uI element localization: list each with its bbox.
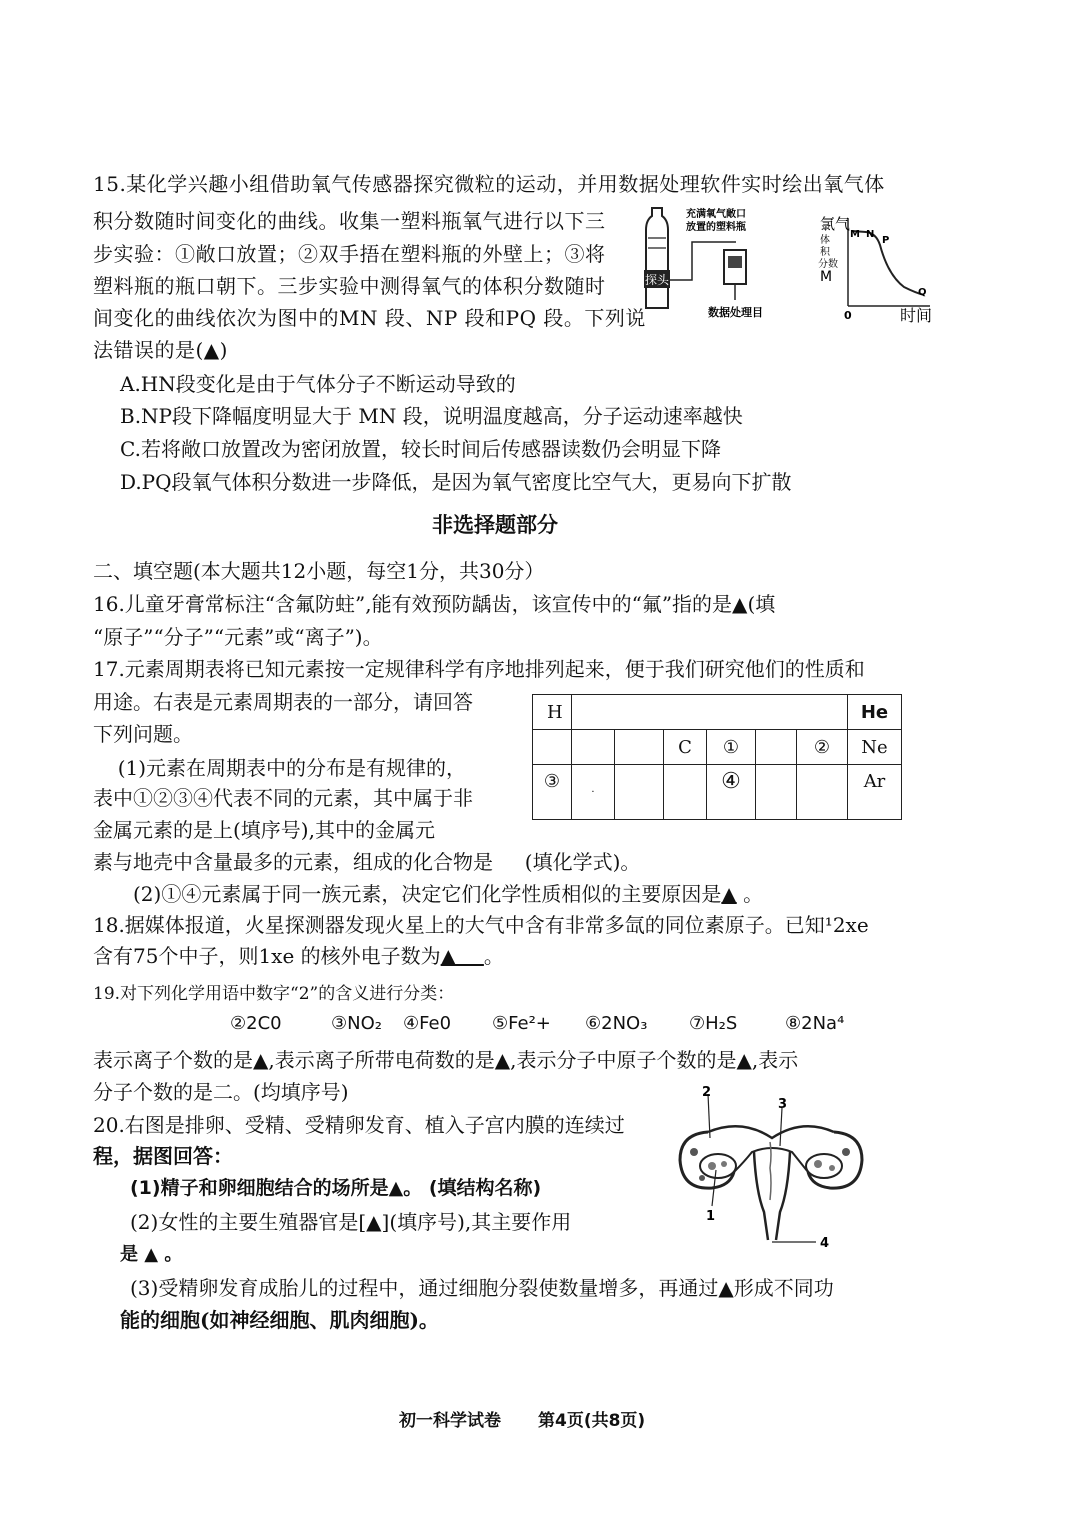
q18-line2-end: 。	[483, 944, 504, 968]
table-cell	[756, 730, 797, 765]
figure-label-4: 4	[820, 1236, 830, 1251]
graph-y-label-2: 体	[820, 235, 830, 246]
q19-item: ②2C0	[230, 1013, 282, 1034]
q18-line2-text: 含有75个中子，则1xe 的核外电子数为	[93, 944, 441, 968]
footer-page-number: 第4页(共8页)	[538, 1411, 646, 1431]
table-cell	[572, 730, 615, 765]
table-cell	[664, 765, 707, 820]
q20-line1: 20.右图是排卵、受精、受精卵发育、植入子宫内膜的连续过	[93, 1113, 625, 1137]
graph-x-label: 时间	[900, 306, 933, 325]
q15-line1: 15.某化学兴趣小组借助氧气传感器探究微粒的运动，并用数据处理软件实时绘出氧气体	[93, 172, 885, 196]
q17-line1: 17.元素周期表将已知元素按一定规律科学有序地排列起来，便于我们研究他们的性质和	[93, 657, 865, 681]
q15-line4: 塑料瓶的瓶口朝下。三步实验中测得氧气的体积分数随时	[93, 274, 606, 298]
q19-item: ⑥2NO₃	[585, 1013, 648, 1034]
table-cell: C	[664, 730, 707, 765]
q15-option-d: D.PQ段氧气体积分数进一步降低，是因为氧气密度比空气大，更易向下扩散	[120, 470, 792, 494]
table-cell: ④	[707, 765, 756, 820]
periodic-table-fragment	[532, 694, 902, 820]
graph-point-m: M	[850, 229, 860, 240]
table-cell: ·	[572, 765, 615, 820]
data-processing-label: 数据处理目	[708, 306, 763, 319]
q15-line2: 积分数随时间变化的曲线。收集一塑料瓶氧气进行以下三	[93, 209, 606, 233]
q15-option-b: B.NP段下降幅度明显大于 MN 段，说明温度越高，分子运动速率越快	[120, 404, 743, 428]
q15-option-c: C.若将敞口放置改为密闭放置，较长时间后传感器读数仍会明显下降	[120, 437, 721, 461]
table-cell	[533, 730, 572, 765]
table-cell: Ne	[848, 730, 902, 765]
bottle-label-2: 放置的塑料瓶	[686, 222, 746, 233]
table-row	[533, 765, 902, 820]
q18-line2	[93, 940, 504, 969]
table-cell	[797, 765, 848, 820]
graph-y-label-1: 氯气	[820, 215, 851, 233]
q15-line3: 步实验：①敞口放置；②双手捂在塑料瓶的外壁上；③将	[93, 242, 606, 266]
q15-option-a: A.HN段变化是由于气体分子不断运动导致的	[120, 372, 516, 396]
q17-line7: 素与地壳中含量最多的元素，组成的化合物是 (填化学式)。	[93, 850, 641, 874]
q17-line4: (1)元素在周期表中的分布是有规律的，	[105, 756, 467, 780]
q18-line2-blank: ▲	[440, 944, 484, 968]
table-cell: Ar	[848, 765, 902, 820]
graph-origin: 0	[844, 309, 852, 322]
graph-point-q: Q	[918, 287, 927, 298]
q18-line1: 18.据媒体报道，火星探测器发现火星上的大气中含有非常多氙的同位素原子。已知¹2xe	[93, 913, 869, 937]
q17-line2: 用途。右表是元素周期表的一部分，请回答	[93, 690, 473, 714]
table-row	[533, 730, 902, 765]
q15-oxygen-graph	[812, 205, 952, 325]
q17-line6: 金属元素的是上(填序号),其中的金属元	[93, 818, 435, 842]
q20-line7: 能的细胞(如神经细胞、肌肉细胞)。	[120, 1308, 439, 1332]
part2-header: 二、填空题(本大题共12小题，每空1分，共30分）	[93, 559, 545, 583]
q17-line8-text: (2)①④元素属于同一族元素，决定它们化学性质相似的主要原因是	[133, 882, 722, 906]
q19-item: ⑧2Na⁴	[785, 1013, 845, 1034]
graph-y-label-3: 积	[820, 247, 830, 258]
q16-line2: “原子”“分子”“元素”或“离子”)。	[93, 625, 383, 649]
figure-label-3: 3	[778, 1097, 788, 1112]
table-cell	[615, 765, 664, 820]
table-cell: ①	[707, 730, 756, 765]
figure-label-1: 1	[706, 1209, 716, 1224]
q19-item: ⑦H₂S	[689, 1013, 738, 1034]
table-cell: He	[848, 695, 902, 730]
q20-line2: 程，据图回答：	[93, 1144, 233, 1168]
graph-y-label-4: 分数	[818, 259, 838, 270]
q20-line6: (3)受精卵发育成胎儿的过程中，通过细胞分裂使数量增多，再通过▲形成不同功	[130, 1276, 834, 1300]
q17-line8	[133, 878, 763, 907]
q19-item: ④Fe0	[403, 1013, 452, 1034]
q17-line5: 表中①②③④代表不同的元素，其中属于非	[93, 786, 473, 810]
section-title: 非选择题部分	[432, 513, 558, 537]
table-cell: ②	[797, 730, 848, 765]
q19-line1: 19.对下列化学用语中数字“2”的含义进行分类：	[93, 984, 455, 1004]
bottle-label-1: 充满氧气敞口	[686, 209, 746, 220]
q20-line4: (2)女性的主要生殖器官是[▲](填序号),其主要作用	[130, 1210, 572, 1234]
q17-line8-end: 。	[736, 882, 764, 906]
q17-line8-blank: ▲	[721, 882, 737, 906]
q20-reproductive-system-figure	[672, 1082, 870, 1254]
q19-item: ③NO₂	[331, 1013, 382, 1034]
q15-line5: 间变化的曲线依次为图中的MN 段、NP 段和PQ 段。下列说	[93, 306, 646, 330]
footer-exam-title: 初一科学试卷	[399, 1411, 501, 1431]
table-cell-empty	[572, 695, 848, 730]
graph-y-unit: M	[820, 269, 833, 285]
q15-apparatus-figure	[640, 198, 790, 328]
probe-label: 探头	[644, 273, 670, 287]
q16-line1: 16.儿童牙膏常标注“含氟防蛀”,能有效预防龋齿，该宣传中的“氟”指的是▲(填	[93, 592, 776, 616]
graph-point-p: P	[882, 235, 890, 246]
q19-line3: 表示离子个数的是▲,表示离子所带电荷数的是▲,表示分子中原子个数的是▲,表示	[93, 1048, 799, 1072]
graph-point-n: N	[866, 229, 875, 240]
table-row	[533, 695, 902, 730]
table-cell	[615, 730, 664, 765]
table-cell: ③	[533, 765, 572, 820]
q17-line3: 下列问题。	[93, 722, 193, 746]
q19-line4: 分子个数的是二。(均填序号)	[93, 1080, 349, 1104]
q15-line6: 法错误的是(▲)	[93, 338, 228, 362]
q20-line3: (1)精子和卵细胞结合的场所是▲。 (填结构名称)	[130, 1177, 542, 1199]
q20-line5: 是 ▲ 。	[120, 1244, 183, 1265]
figure-label-2: 2	[702, 1085, 712, 1100]
table-cell	[756, 765, 797, 820]
q19-item: ⑤Fe²+	[492, 1013, 551, 1034]
table-cell: H	[533, 695, 572, 730]
